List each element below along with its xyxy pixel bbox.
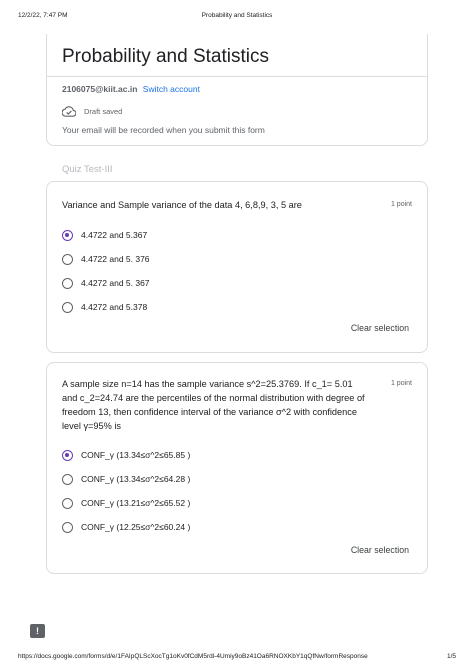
option-label: CONF_γ (13.21≤σ^2≤65.52 ) [81, 498, 191, 508]
clear-selection-button[interactable]: Clear selection [350, 323, 409, 333]
cloud-saved-icon [62, 106, 76, 117]
option-4[interactable] [62, 519, 190, 535]
question-card [46, 181, 428, 353]
option-1[interactable] [62, 227, 147, 243]
option-label: 4.4722 and 5.367 [81, 230, 148, 240]
radio-button[interactable] [62, 302, 73, 313]
radio-button[interactable] [62, 254, 73, 265]
question-card [46, 362, 428, 574]
radio-button-checked[interactable] [62, 230, 73, 241]
radio-button[interactable] [62, 498, 73, 509]
clear-selection-button[interactable]: Clear selection [350, 545, 409, 555]
header-divider [47, 76, 427, 77]
section-title: Quiz Test-III [62, 164, 113, 175]
option-2[interactable] [62, 251, 150, 267]
print-page-number: 1/5 [446, 653, 456, 660]
feedback-icon[interactable]: ! [30, 624, 45, 638]
option-3[interactable] [62, 495, 190, 511]
radio-button-checked[interactable] [62, 450, 73, 461]
switch-account-link[interactable]: Switch account [142, 84, 200, 94]
print-url: https://docs.google.com/forms/d/e/1FAIpQLScXocTg1oKv0fCdM5rdl-4Umiy9oBz41Oa6RNOXKbY1qQfNw/formResponse [18, 653, 368, 660]
question-text: Variance and Sample variance of the data 4, 6,8,9, 3, 5 are [62, 200, 302, 210]
option-2[interactable] [62, 471, 190, 487]
question-text: A sample size n=14 has the sample variance s^2=25.3769. If c_1= 5.01 and c_2=24.74 are the percentiles of the normal distribution with degree of freedom 13, then confidence interval of the variance σ^2 with confidence level γ=95% is [62, 379, 365, 431]
print-header [0, 9, 474, 23]
draft-status [62, 104, 122, 118]
form-title: Probability and Statistics [62, 46, 269, 67]
draft-status-label: Draft saved [84, 106, 123, 116]
email-notice: Your email will be recorded when you submit this form [62, 125, 265, 135]
question-points: 1 point [390, 380, 412, 387]
radio-button[interactable] [62, 474, 73, 485]
option-1[interactable] [62, 447, 190, 463]
account-email: 2106075@kiit.ac.in [62, 84, 138, 94]
option-3[interactable] [62, 275, 150, 291]
print-doc-title: Probability and Statistics [201, 12, 273, 19]
print-date: 12/2/22, 7:47 PM [18, 12, 68, 19]
option-label: 4.4272 and 5.378 [81, 302, 148, 312]
account-row [62, 84, 200, 94]
radio-button[interactable] [62, 278, 73, 289]
question-points: 1 point [390, 201, 412, 208]
radio-button[interactable] [62, 522, 73, 533]
option-label: CONF_γ (13.34≤σ^2≤65.85 ) [81, 450, 191, 460]
option-label: 4.4272 and 5. 367 [81, 278, 150, 288]
option-label: CONF_γ (12.25≤σ^2≤60.24 ) [81, 522, 191, 532]
option-4[interactable] [62, 299, 147, 315]
option-label: CONF_γ (13.34≤σ^2≤64.28 ) [81, 474, 191, 484]
form-header-card [46, 34, 428, 146]
option-label: 4.4722 and 5. 376 [81, 254, 150, 264]
